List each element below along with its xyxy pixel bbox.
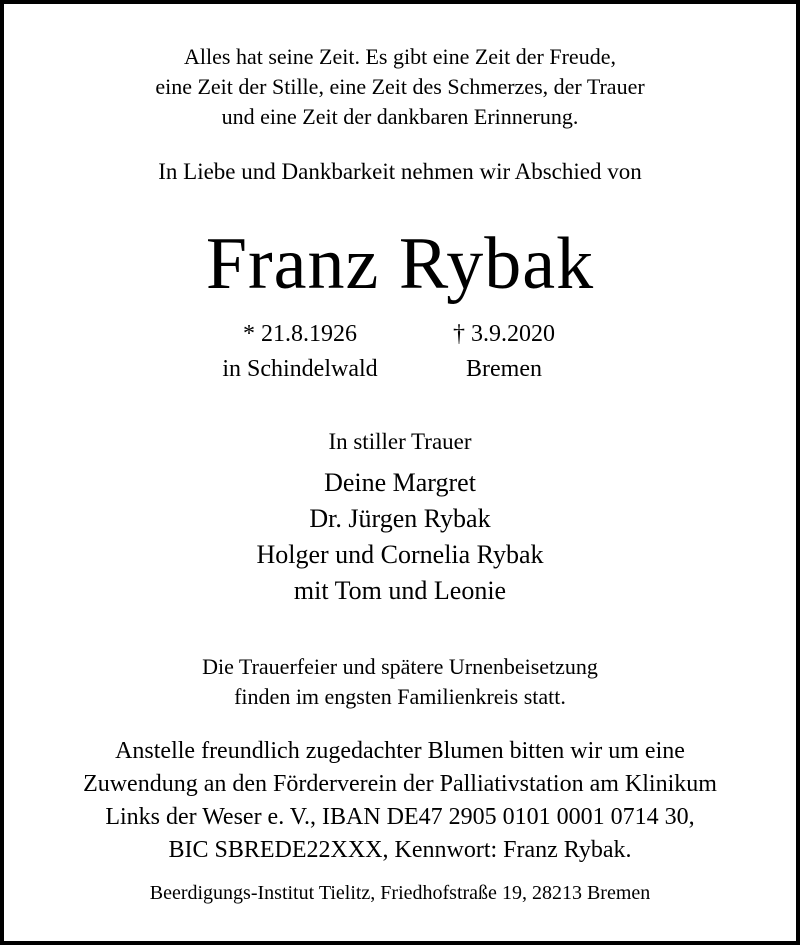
mourner-name: mit Tom und Leonie — [293, 576, 507, 605]
death-place: Bremen — [466, 356, 542, 382]
motto-line: eine Zeit der Stille, eine Zeit des Schmerzes, der Trauer — [155, 74, 645, 99]
mourner-name: Holger und Cornelia Rybak — [256, 540, 544, 569]
donation-line: BIC SBREDE22XXX, Kennwort: Franz Rybak. — [168, 837, 632, 863]
birth-place: in Schindelwald — [222, 356, 378, 382]
motto-line: Alles hat seine Zeit. Es gibt eine Zeit der Freude, — [184, 44, 616, 69]
donation-line: Anstelle freundlich zugedachter Blumen bitten wir um eine — [115, 738, 685, 764]
funeral-home: Beerdigungs-Institut Tielitz, Friedhofstraße 19, 28213 Bremen — [149, 882, 651, 904]
intro-text: In Liebe und Dankbarkeit nehmen wir Abschied von — [158, 159, 642, 184]
motto-line: und eine Zeit der dankbaren Erinnerung. — [221, 104, 579, 129]
mourners-heading: In stiller Trauer — [328, 429, 472, 454]
ceremony-line: Die Trauerfeier und spätere Urnenbeisetzung — [202, 654, 598, 679]
donation-line: Zuwendung an den Förderverein der Palliativstation am Klinikum — [83, 771, 717, 797]
donation-line: Links der Weser e. V., IBAN DE47 2905 0101 0001 0714 30, — [105, 804, 695, 830]
ceremony-line: finden im engsten Familienkreis statt. — [234, 684, 566, 709]
mourner-name: Dr. Jürgen Rybak — [309, 504, 491, 533]
birth-date: * 21.8.1926 — [243, 321, 357, 347]
mourner-name: Deine Margret — [324, 468, 476, 497]
death-date: † 3.9.2020 — [453, 321, 555, 347]
deceased-name: Franz Rybak — [205, 223, 595, 305]
